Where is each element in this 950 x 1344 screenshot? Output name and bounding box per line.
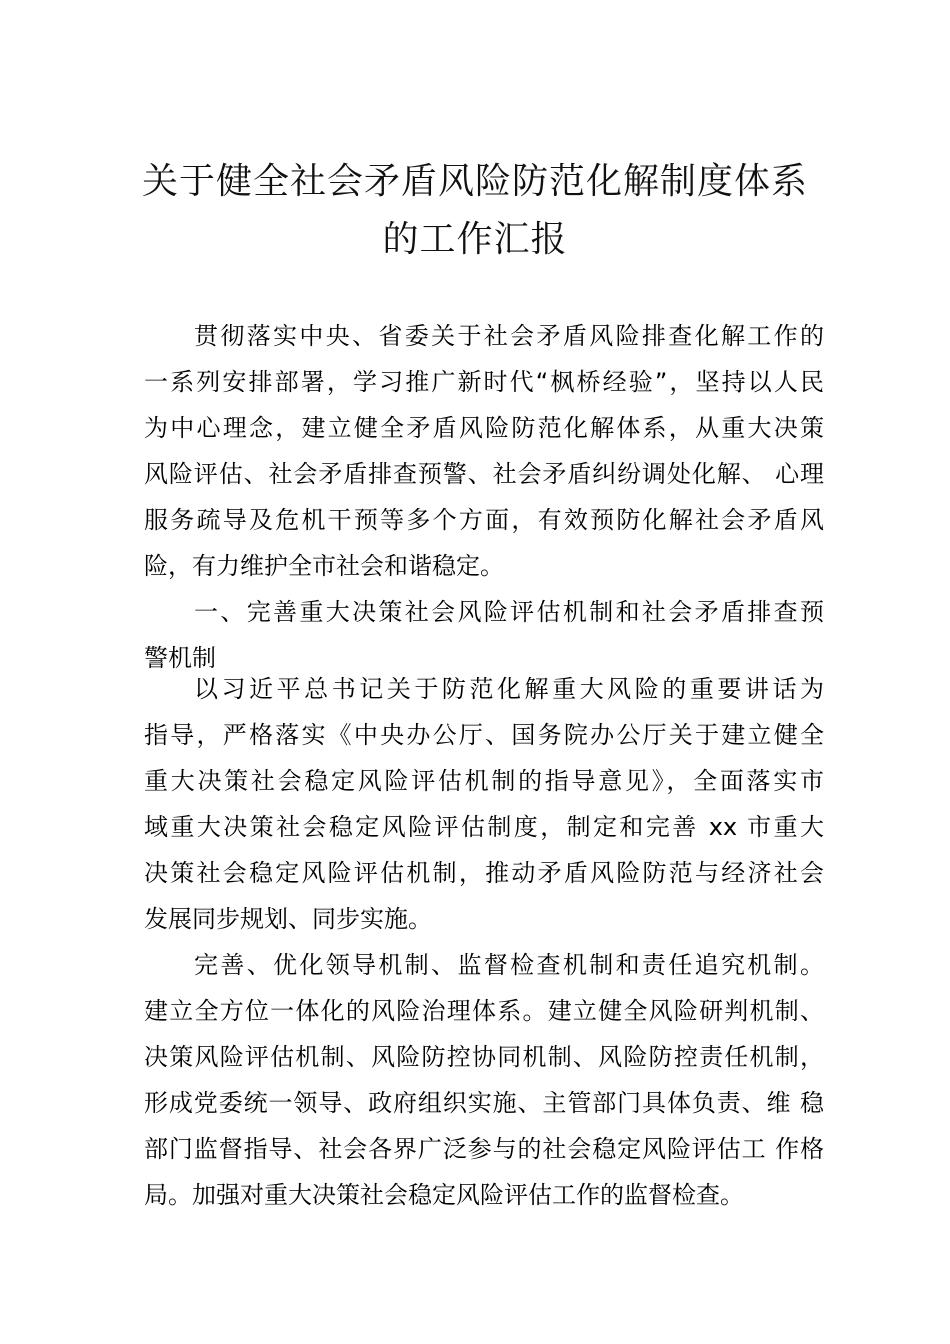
- paragraph-intro: [144, 313, 824, 589]
- paragraph-line: 风险评估、社会矛盾排查预警、社会矛盾纠纷调处化解、 心理: [144, 460, 824, 488]
- paragraph-line: 以习近平总书记关于防范化解重大风险的重要讲话为: [194, 675, 824, 703]
- paragraph-mechanisms: [144, 942, 824, 1218]
- paragraph-line: 为中心理念，建立健全矛盾风险防范化解体系，从重大决策: [144, 414, 824, 442]
- paragraph-line: 完善、优化领导机制、监督检查机制和责任追究机制。: [194, 951, 824, 979]
- document-title-line-2: 的工作汇报: [382, 219, 568, 260]
- paragraph-line: 决策社会稳定风险评估机制，推动矛盾风险防范与经济社会: [144, 859, 824, 887]
- document-title-line-1: 关于健全社会矛盾风险防范化解制度体系: [141, 161, 808, 202]
- paragraph-line: 形成党委统一领导、政府组织实施、主管部门具体负责、维 稳: [144, 1089, 824, 1117]
- paragraph-line: 建立全方位一体化的风险治理体系。建立健全风险研判机制、: [144, 997, 824, 1025]
- paragraph-line: 贯彻落实中央、省委关于社会矛盾风险排查化解工作的: [194, 322, 824, 350]
- heading-line: 警机制: [144, 644, 216, 672]
- paragraph-line: 域重大决策社会稳定风险评估制度，制定和完善 xx 市重大: [144, 813, 824, 841]
- paragraph-line: 指导，严格落实《中央办公厅、国务院办公厅关于建立健全: [144, 721, 824, 749]
- paragraph-line: 重大决策社会稳定风险评估机制的指导意见》，全面落实市: [144, 767, 824, 795]
- paragraph-line: 决策风险评估机制、风险防控协同机制、风险防控责任机制，: [144, 1043, 824, 1071]
- paragraph-line: 险，有力维护全市社会和谐稳定。: [144, 552, 504, 580]
- paragraph-line: 一系列安排部署，学习推广新时代“枫桥经验”，坚持以人民: [144, 368, 824, 396]
- paragraph-line: 发展同步规划、同步实施。: [144, 905, 432, 933]
- paragraph-line: 局。加强对重大决策社会稳定风险评估工作的监督检查。: [144, 1181, 744, 1209]
- heading-line: 一、完善重大决策社会风险评估机制和社会矛盾排查预: [194, 598, 824, 626]
- paragraph-guidance: [144, 666, 824, 942]
- paragraph-line: 部门监督指导、社会各界广泛参与的社会稳定风险评估工 作格: [144, 1135, 824, 1163]
- paragraph-line: 服务疏导及危机干预等多个方面，有效预防化解社会矛盾风: [144, 506, 824, 534]
